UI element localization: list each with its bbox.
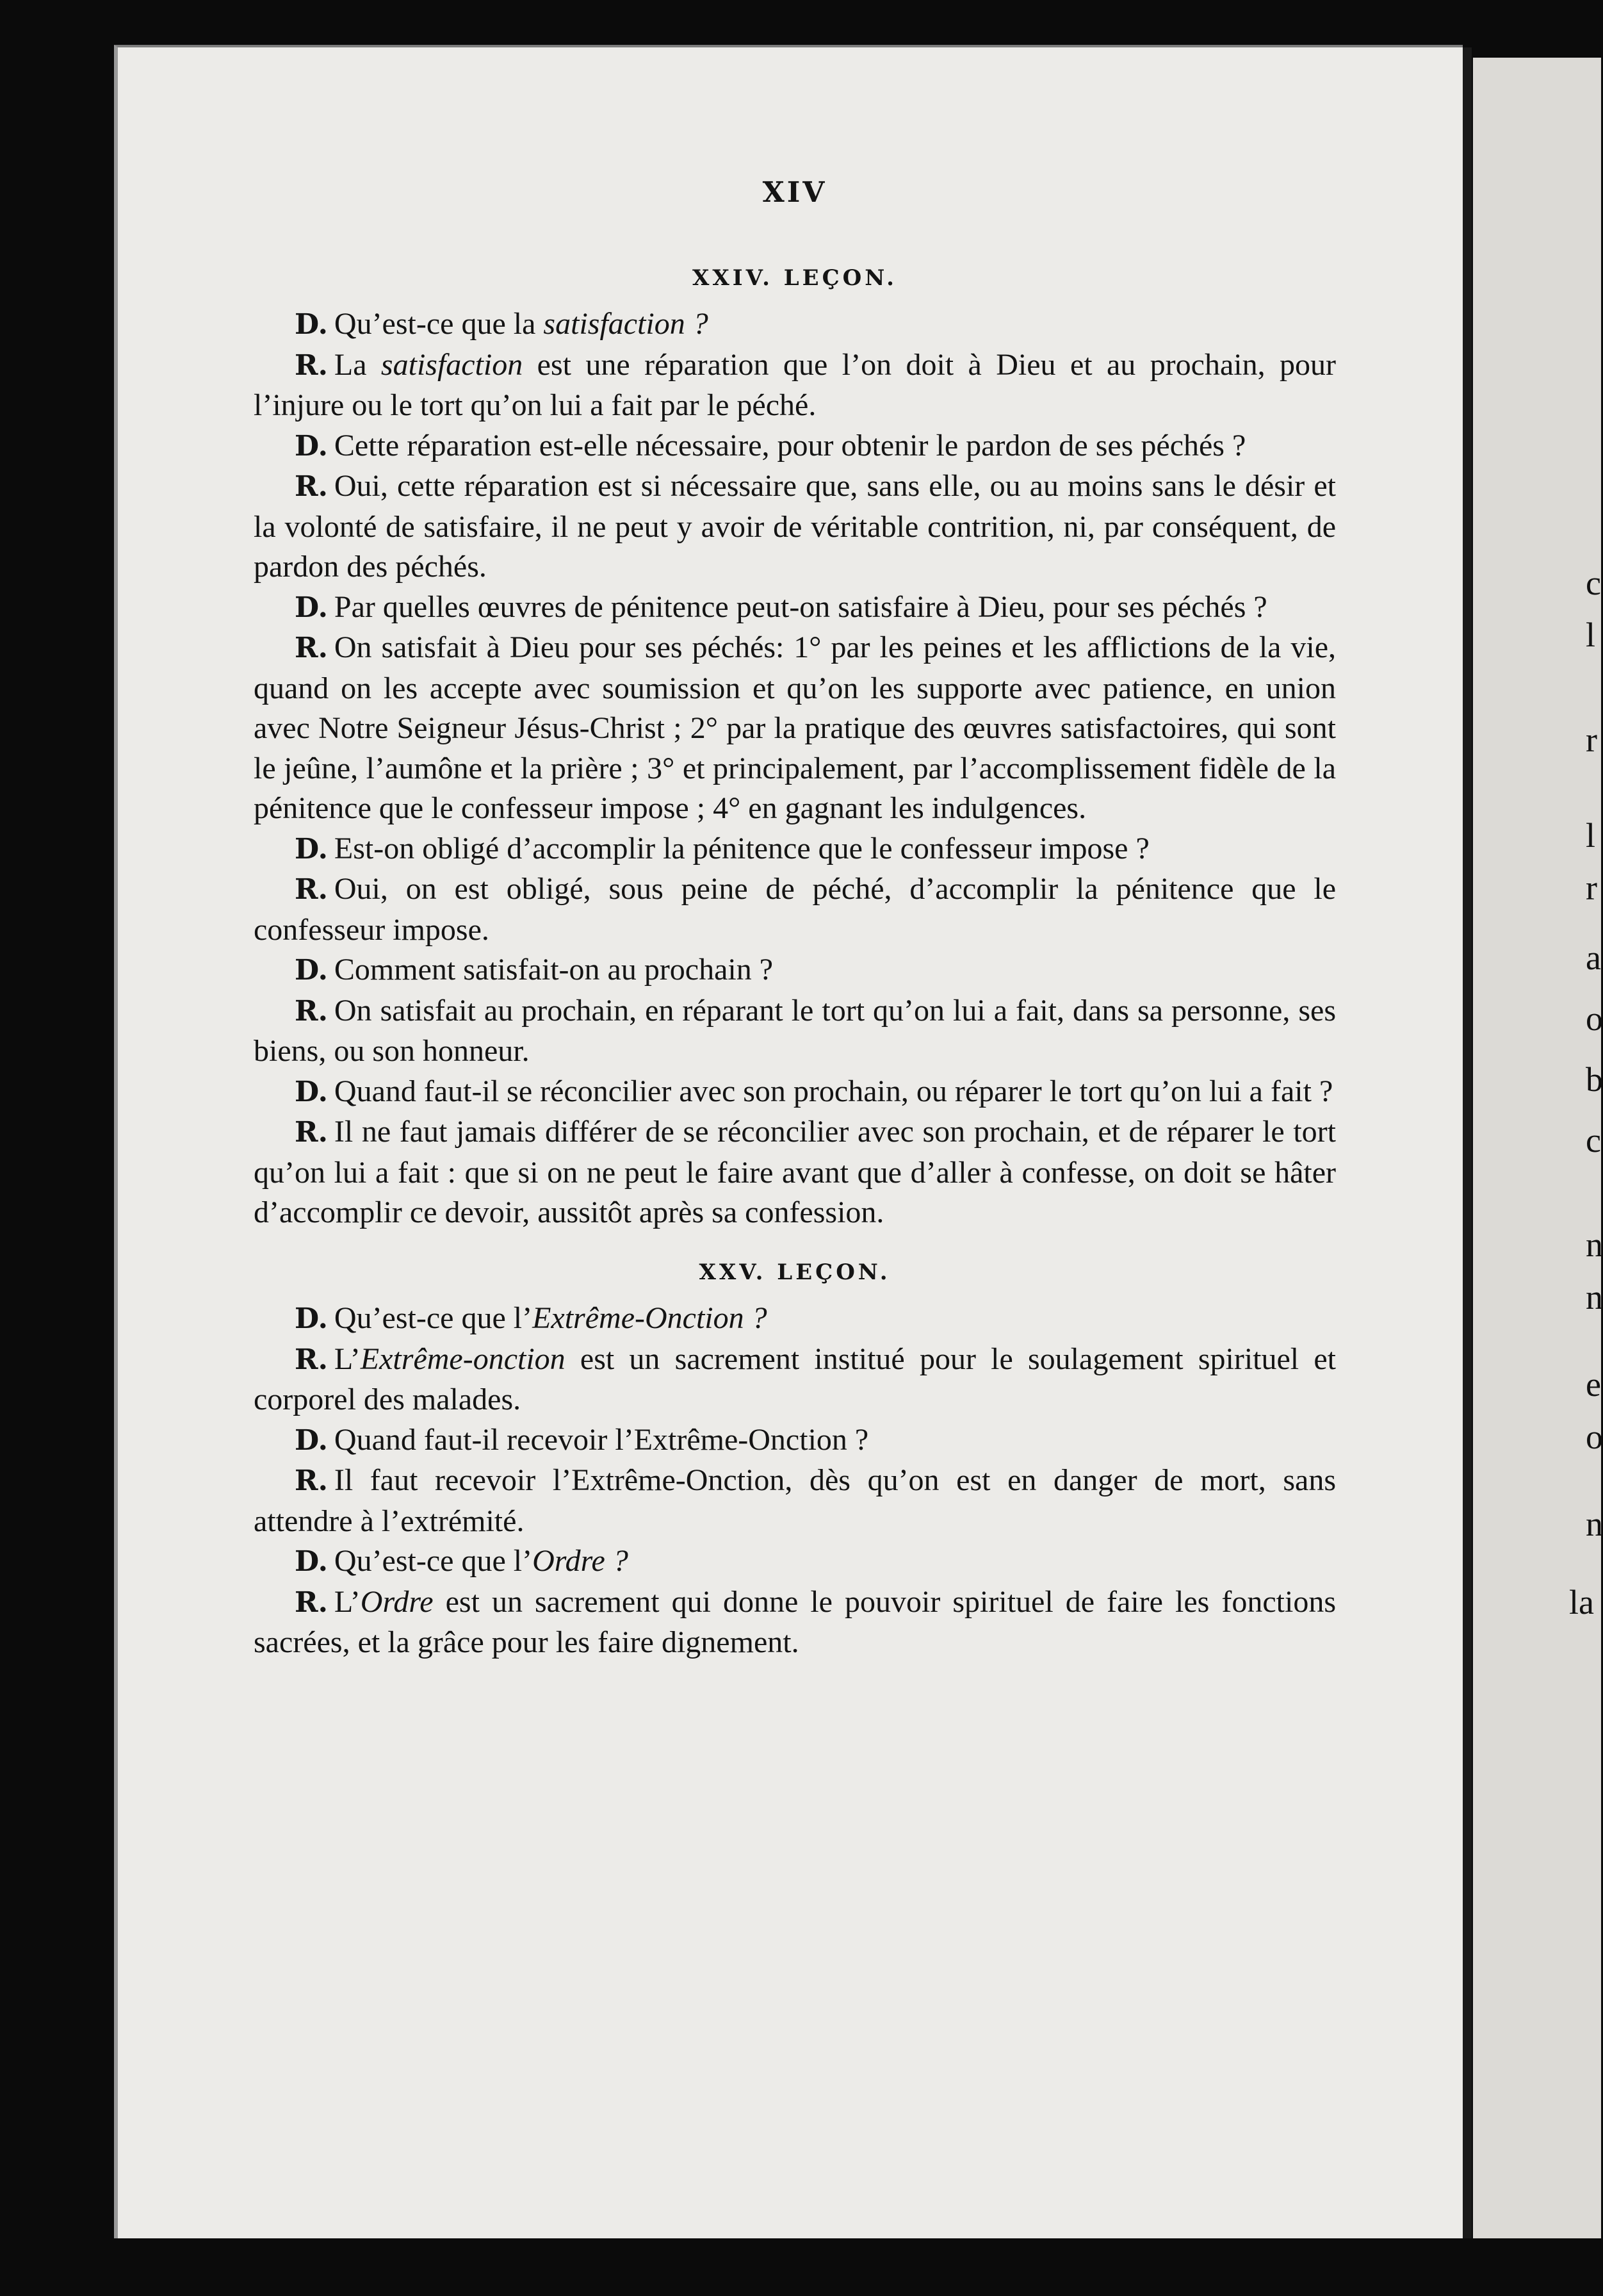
qa-text: Oui, on est obligé, sous peine de péché, d’accomplir la pénitence que le confesseur impose. [254, 872, 1336, 947]
facing-page-fragment: n [1586, 1226, 1603, 1265]
question [254, 426, 1336, 467]
qa-text: On satisfait à Dieu pour ses péchés: 1° par les peines et les afflictions de la vie, quand on les accepte avec soumission et qu’on les supporte avec patience, en union avec Notre Seigneur Jésus-Christ ; 2° par la pratique des œuvres satisfactoires, qui sont le jeûne, l’aumône et la prière ; 3° et principalement, par l’accomplissement fidèle de la pénitence que le confesseur impose ; 4° en gagnant les indulgences. [254, 630, 1336, 825]
question [254, 829, 1336, 870]
qa-label: R. [295, 1116, 328, 1149]
qa-emphasis: satisfaction ? [543, 307, 708, 341]
qa-text: Oui, cette réparation est si nécessaire que, sans elle, ou au moins sans le désir et la volonté de satisfaire, il ne peut y avoir de véritable contrition, ni, par conséquent, de pardon des péchés. [254, 469, 1336, 584]
answer [254, 1340, 1336, 1420]
page-folio: XIV [762, 176, 827, 209]
page-gutter [1463, 47, 1472, 2238]
answer [254, 991, 1336, 1072]
facing-page-fragment: a [1586, 938, 1601, 977]
answer [254, 1582, 1336, 1663]
qa-text: Il ne faut jamais différer de se réconcilier avec son prochain, et de réparer le tort qu’on lui a fait : que si on ne peut le faire avant que d’aller à confesse, on doit se hâter d’accomplir ce devoir, aussitôt après sa confession. [254, 1115, 1336, 1229]
facing-page-fragment: b [1586, 1060, 1603, 1099]
qa-label: D. [295, 1545, 328, 1578]
facing-page-fragment: o [1586, 999, 1603, 1038]
qa-text: L’ [334, 1584, 361, 1619]
qa-label: D. [295, 954, 328, 987]
qa-text-after: est un sacrement institué pour le soulagement spirituel et corporel des malades. [254, 1341, 1336, 1416]
question [254, 1420, 1336, 1461]
facing-page-fragment: l [1586, 616, 1596, 655]
qa-label: R. [295, 1343, 328, 1376]
qa-emphasis: Extrême-Onction ? [532, 1301, 767, 1335]
qa-text-after: est une réparation que l’on doit à Dieu et au prochain, pour l’injure ou le tort qu’on lui a fait par le péché. [254, 347, 1336, 422]
qa-text: Qu’est-ce que la [334, 307, 544, 341]
facing-page-fragment: l [1586, 816, 1596, 855]
qa-label: D. [295, 832, 328, 865]
qa-text: On satisfait au prochain, en réparant le tort qu’on lui a fait, dans sa personne, ses biens, ou son honneur. [254, 993, 1336, 1068]
qa-text: Quand faut-il se réconcilier avec son prochain, ou réparer le tort qu’on lui a fait ? [334, 1074, 1333, 1108]
qa-label: R. [295, 470, 328, 503]
facing-page-edge [1473, 58, 1601, 2238]
qa-text: L’ [334, 1341, 361, 1376]
answer [254, 628, 1336, 829]
qa-text: Est-on obligé d’accomplir la pénitence que le confesseur impose ? [334, 831, 1150, 865]
qa-label: D. [295, 1075, 328, 1108]
question [254, 1299, 1336, 1340]
question [254, 587, 1336, 628]
qa-text: Par quelles œuvres de pénitence peut-on satisfaire à Dieu, pour ses péchés ? [334, 589, 1267, 624]
qa-label: R. [295, 348, 328, 382]
facing-page-fragment: r [1586, 868, 1597, 907]
question [254, 950, 1336, 991]
page-text [254, 154, 1336, 1663]
lesson-title: XXIV. LEÇON. [692, 265, 897, 291]
lesson-title: XXV. LEÇON. [699, 1259, 891, 1285]
question [254, 304, 1336, 345]
question [254, 1541, 1336, 1582]
qa-text: Qu’est-ce que l’ [334, 1301, 533, 1335]
qa-emphasis: Extrême-onction [360, 1341, 566, 1376]
facing-page-fragment: c [1586, 1121, 1601, 1160]
qa-text: Comment satisfait-on au prochain ? [334, 953, 774, 987]
lessons-container [254, 258, 1336, 1663]
facing-page-fragment: r [1586, 720, 1597, 759]
qa-label: D. [295, 1423, 328, 1457]
facing-page-fragment: n [1586, 1504, 1603, 1543]
qa-text-after: est un sacrement qui donne le pouvoir spirituel de faire les fonctions sacrées, et la grâce pour les faire dignement. [254, 1584, 1336, 1659]
qa-emphasis: Ordre [360, 1584, 434, 1619]
facing-page-fragment: e [1586, 1365, 1601, 1404]
qa-text: La [334, 347, 381, 382]
qa-text: Il faut recevoir l’Extrême-Onction, dès qu’on est en danger de mort, sans attendre à l’extrémité. [254, 1463, 1336, 1538]
facing-page-fragment: o [1586, 1417, 1603, 1456]
qa-label: D. [295, 591, 328, 624]
qa-emphasis: Ordre ? [532, 1544, 628, 1578]
answer [254, 466, 1336, 587]
qa-emphasis: satisfaction [380, 347, 523, 382]
facing-page-fragment: c [1586, 563, 1601, 602]
answer [254, 1112, 1336, 1233]
facing-page-fragment: la [1569, 1583, 1594, 1621]
qa-label: R. [295, 632, 328, 664]
qa-label: D. [295, 429, 328, 463]
qa-label: R. [295, 1464, 328, 1497]
qa-text: Quand faut-il recevoir l’Extrême-Onction ? [334, 1422, 869, 1457]
answer [254, 345, 1336, 426]
qa-text: Qu’est-ce que l’ [334, 1544, 533, 1578]
question [254, 1072, 1336, 1113]
qa-label: R. [295, 994, 328, 1028]
qa-text: Cette réparation est-elle nécessaire, pour obtenir le pardon de ses péchés ? [334, 428, 1246, 463]
answer [254, 869, 1336, 950]
facing-page-fragment: n [1586, 1278, 1603, 1316]
answer [254, 1461, 1336, 1541]
qa-label: D. [295, 308, 328, 341]
qa-label: D. [295, 1302, 328, 1335]
qa-label: R. [295, 1586, 328, 1619]
qa-label: R. [295, 873, 328, 906]
